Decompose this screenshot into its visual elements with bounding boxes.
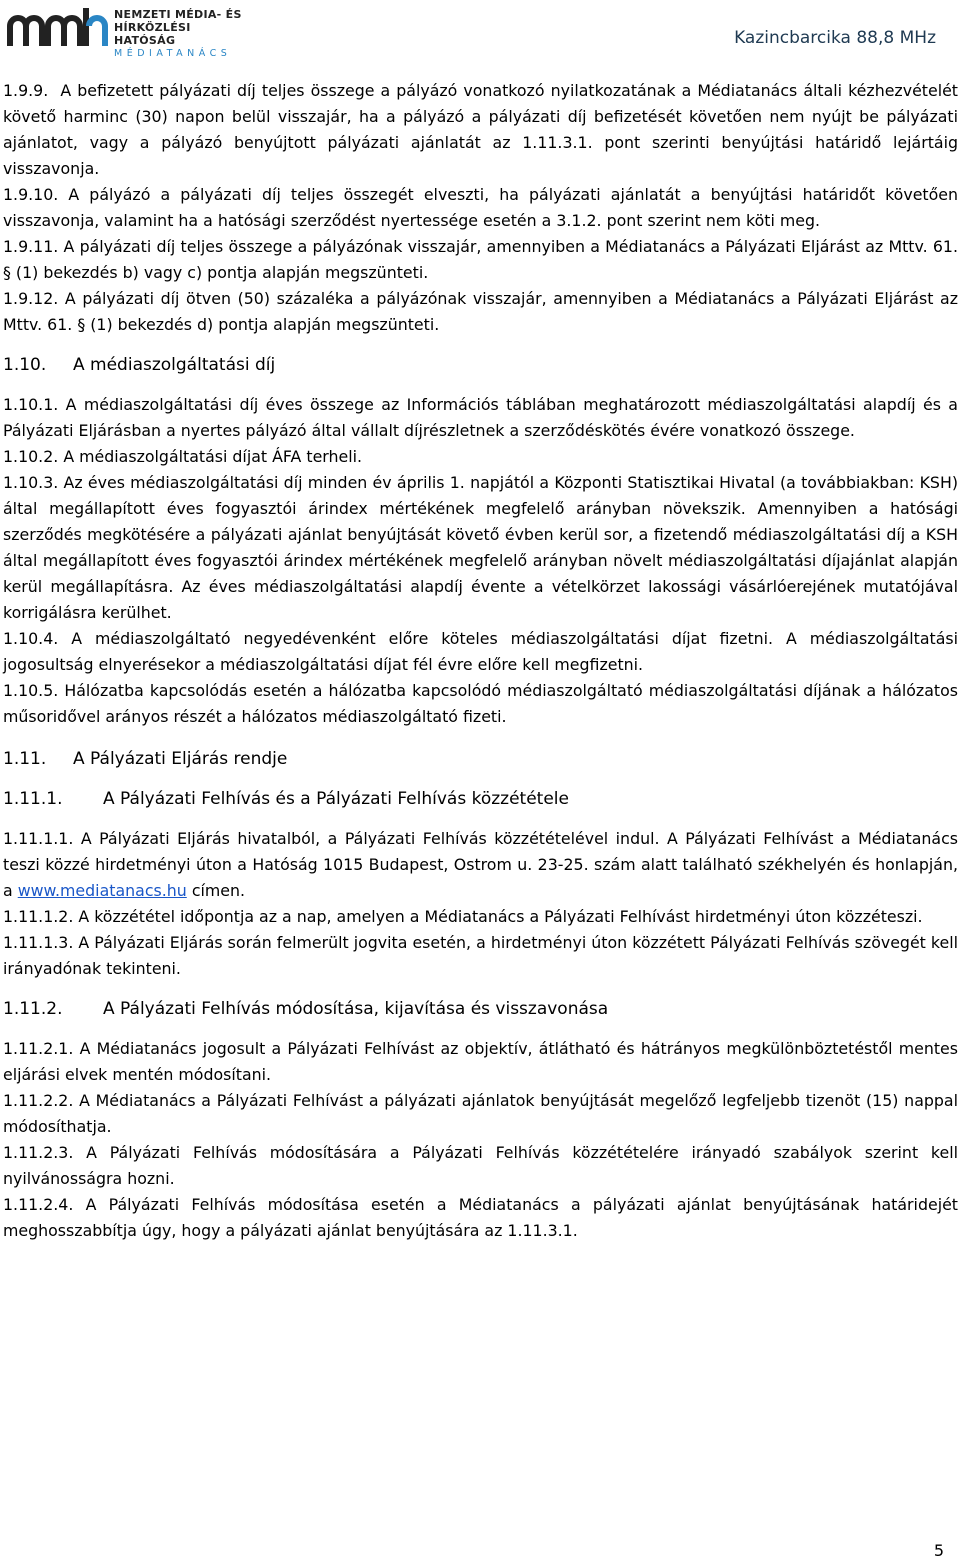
heading-text: A médiaszolgáltatási díj — [73, 355, 276, 375]
paragraph-text: A Pályázati Felhívás módosítása esetén a Médiatanács a pályázati ajánlat benyújtásának határidejét meghosszabbítja úgy, hogy a pályázati ajánlat benyújtására az 1.11.3.1. — [3, 1195, 958, 1240]
paragraph-1-10-5 — [3, 678, 958, 730]
heading-text: A Pályázati Felhívás és a Pályázati Felhívás közzététele — [103, 789, 569, 809]
paragraph-1-11-1-3 — [3, 930, 958, 982]
paragraph-text: A Pályázati Eljárás hivatalból, a Pályázati Felhívás közzétételével indul. A Pályázati Felhívást a Médiatanács teszi közzé hirdetményi úton a Hatóság 1015 Budapest, Ostrom u. 23-25. szám alatt található székhelyén és honlapján, a — [3, 829, 958, 900]
page-number: 5 — [933, 1541, 944, 1560]
org-name-line1: NEMZETI MÉDIA- ÉS — [114, 8, 242, 21]
paragraph-text: A Médiatanács a Pályázati Felhívást a pályázati ajánlatok benyújtását megelőző legfeljebb tizenöt (15) nappal módosíthatja. — [3, 1091, 958, 1136]
paragraph-text: A Médiatanács jogosult a Pályázati Felhívást az objektív, átlátható és hátrányos megkülönböztetéstől mentes eljárási elvek mentén módosítani. — [3, 1039, 958, 1084]
paragraph-number: 1.10.3. — [3, 473, 59, 492]
heading-text: A Pályázati Felhívás módosítása, kijavítása és visszavonása — [103, 999, 609, 1019]
paragraph-1-9-10 — [3, 182, 958, 234]
paragraph-text: A pályázati díj teljes összege a pályázónak visszajár, amennyiben a Médiatanács a Pályázati Eljárást az Mttv. 61. § (1) bekezdés b) vagy c) pontja alapján megszünteti. — [3, 237, 958, 282]
section-heading-1-11 — [3, 746, 958, 772]
paragraph-number: 1.10.4. — [3, 629, 59, 648]
paragraph-number: 1.10.5. — [3, 681, 59, 700]
paragraph-1-10-3 — [3, 470, 958, 626]
heading-number: 1.11. — [3, 749, 47, 769]
paragraph-1-9-9 — [3, 78, 958, 182]
paragraph-number: 1.11.2.1. — [3, 1039, 74, 1058]
heading-number: 1.10. — [3, 355, 47, 375]
paragraph-number: 1.9.11. — [3, 237, 59, 256]
paragraph-text: A médiaszolgáltatási díj éves összege az Információs táblában meghatározott médiaszolgáltatási alapdíj és a Pályázati Eljárásban a nyertes pályázó által vállalt díjrészletnek a szerződéskötés évére vonatkozó összege. — [3, 395, 958, 440]
paragraph-number: 1.9.12. — [3, 289, 59, 308]
heading-number: 1.11.2. — [3, 999, 63, 1019]
paragraph-number: 1.11.1.3. — [3, 933, 74, 952]
paragraph-text: Hálózatba kapcsolódás esetén a hálózatba kapcsolódó médiaszolgáltató médiaszolgáltatási díjának a hálózatos műsoridővel arányos részét a hálózatos médiaszolgáltató fizeti. — [3, 681, 958, 726]
paragraph-text: A Pályázati Felhívás módosítására a Pályázati Felhívás közzétételére irányadó szabályok szerint kell nyilvánosságra hozni. — [3, 1143, 958, 1188]
paragraph-number: 1.11.1.2. — [3, 907, 74, 926]
paragraph-number: 1.11.2.3. — [3, 1143, 74, 1162]
paragraph-number: 1.9.9. — [3, 81, 49, 100]
section-heading-1-11-2 — [3, 996, 958, 1022]
paragraph-1-11-2-3 — [3, 1140, 958, 1192]
document-body — [3, 78, 958, 1244]
organization-name — [114, 8, 246, 60]
paragraph-1-11-1-1 — [3, 826, 958, 904]
paragraph-number: 1.11.2.2. — [3, 1091, 74, 1110]
paragraph-text: A pályázó a pályázati díj teljes összegét elveszti, ha pályázati ajánlatát a benyújtási határidőt követően visszavonja, valamint ha a hatósági szerződést nyertessége esetén a 3.1.2. pont szerint nem köti meg. — [3, 185, 959, 230]
nmhh-logo-mark-icon — [6, 4, 110, 48]
paragraph-number: 1.11.2.4. — [3, 1195, 74, 1214]
paragraph-1-11-2-2 — [3, 1088, 958, 1140]
station-title: Kazincbarcika 88,8 MHz — [734, 28, 936, 48]
section-heading-1-11-1 — [3, 786, 958, 812]
paragraph-number: 1.10.2. — [3, 447, 59, 466]
paragraph-text: A közzététel időpontja az a nap, amelyen a Médiatanács a Pályázati Felhívást hirdetményi úton közzéteszi. — [78, 907, 923, 926]
page-header — [0, 0, 960, 60]
paragraph-number: 1.11.1.1. — [3, 829, 74, 848]
paragraph-1-9-11 — [3, 234, 958, 286]
paragraph-1-10-2 — [3, 444, 958, 470]
heading-text: A Pályázati Eljárás rendje — [73, 749, 288, 769]
nmhh-logo — [6, 4, 246, 59]
paragraph-1-11-2-4 — [3, 1192, 958, 1244]
section-heading-1-10 — [3, 352, 958, 378]
org-name-line2: HÍRKÖZLÉSI HATÓSÁG — [114, 21, 191, 47]
paragraph-text: A pályázati díj ötven (50) százaléka a pályázónak visszajár, amennyiben a Médiatanács a Pályázati Eljárást az Mttv. 61. § (1) bekezdés d) pontja alapján megszünteti. — [3, 289, 958, 334]
paragraph-text: Az éves médiaszolgáltatási díj minden év április 1. napjától a Központi Statisztikai Hivatal (a továbbiakban: KSH) által megállapított éves fogyasztói árindex mértékének megfelelő arányban növekszik. Amennyiben a hatósági szerződés megkötésére a pályázati ajánlat benyújtását követő évben kerül sor, a fizetendő médiaszolgáltatási díj a KSH által megállapított éves fogyasztói árindex mértékének megfelelő arányban növelt médiaszolgáltatási díjajánlat alapján kerül megállapításra. Az éves médiaszolgáltatási alapdíj évente a vételkörzet lakossági vásárlóerejének mutatójával korrigálásra kerülhet. — [3, 473, 958, 622]
paragraph-text-end: címen. — [191, 881, 246, 900]
paragraph-number: 1.10.1. — [3, 395, 59, 414]
paragraph-1-10-1 — [3, 392, 958, 444]
org-name-line3: MÉDIATANÁCS — [114, 48, 232, 59]
paragraph-1-11-2-1 — [3, 1036, 958, 1088]
mediatanacs-link[interactable]: www.mediatanacs.hu — [17, 881, 187, 900]
paragraph-1-11-1-2 — [3, 904, 958, 930]
paragraph-text: A befizetett pályázati díj teljes összege a pályázó vonatkozó nyilatkozatának a Médiatanács általi kézhezvételét követő harminc (30) napon belül visszajár, ha a pályázó a pályázati díj befizetését követően nem nyújt be pályázati ajánlatot, vagy a pályázó benyújtott pályázati ajánlatát az 1.11.3.1. pont szerinti benyújtási határidő lejártáig visszavonja. — [3, 81, 958, 178]
paragraph-text: A Pályázati Eljárás során felmerült jogvita esetén, a hirdetményi úton közzétett Pályázati Felhívás szövegét kell irányadónak tekinteni. — [3, 933, 959, 978]
paragraph-number: 1.9.10. — [3, 185, 59, 204]
paragraph-text: A médiaszolgáltató negyedévenként előre köteles médiaszolgáltatási díjat fizetni. A médiaszolgáltatási jogosultság elnyerésekor a médiaszolgáltatási díjat fél évre előre kell megfizetni. — [3, 629, 958, 674]
paragraph-1-10-4 — [3, 626, 958, 678]
heading-number: 1.11.1. — [3, 789, 63, 809]
paragraph-text: A médiaszolgáltatási díjat ÁFA terheli. — [63, 447, 363, 466]
paragraph-1-9-12 — [3, 286, 958, 338]
